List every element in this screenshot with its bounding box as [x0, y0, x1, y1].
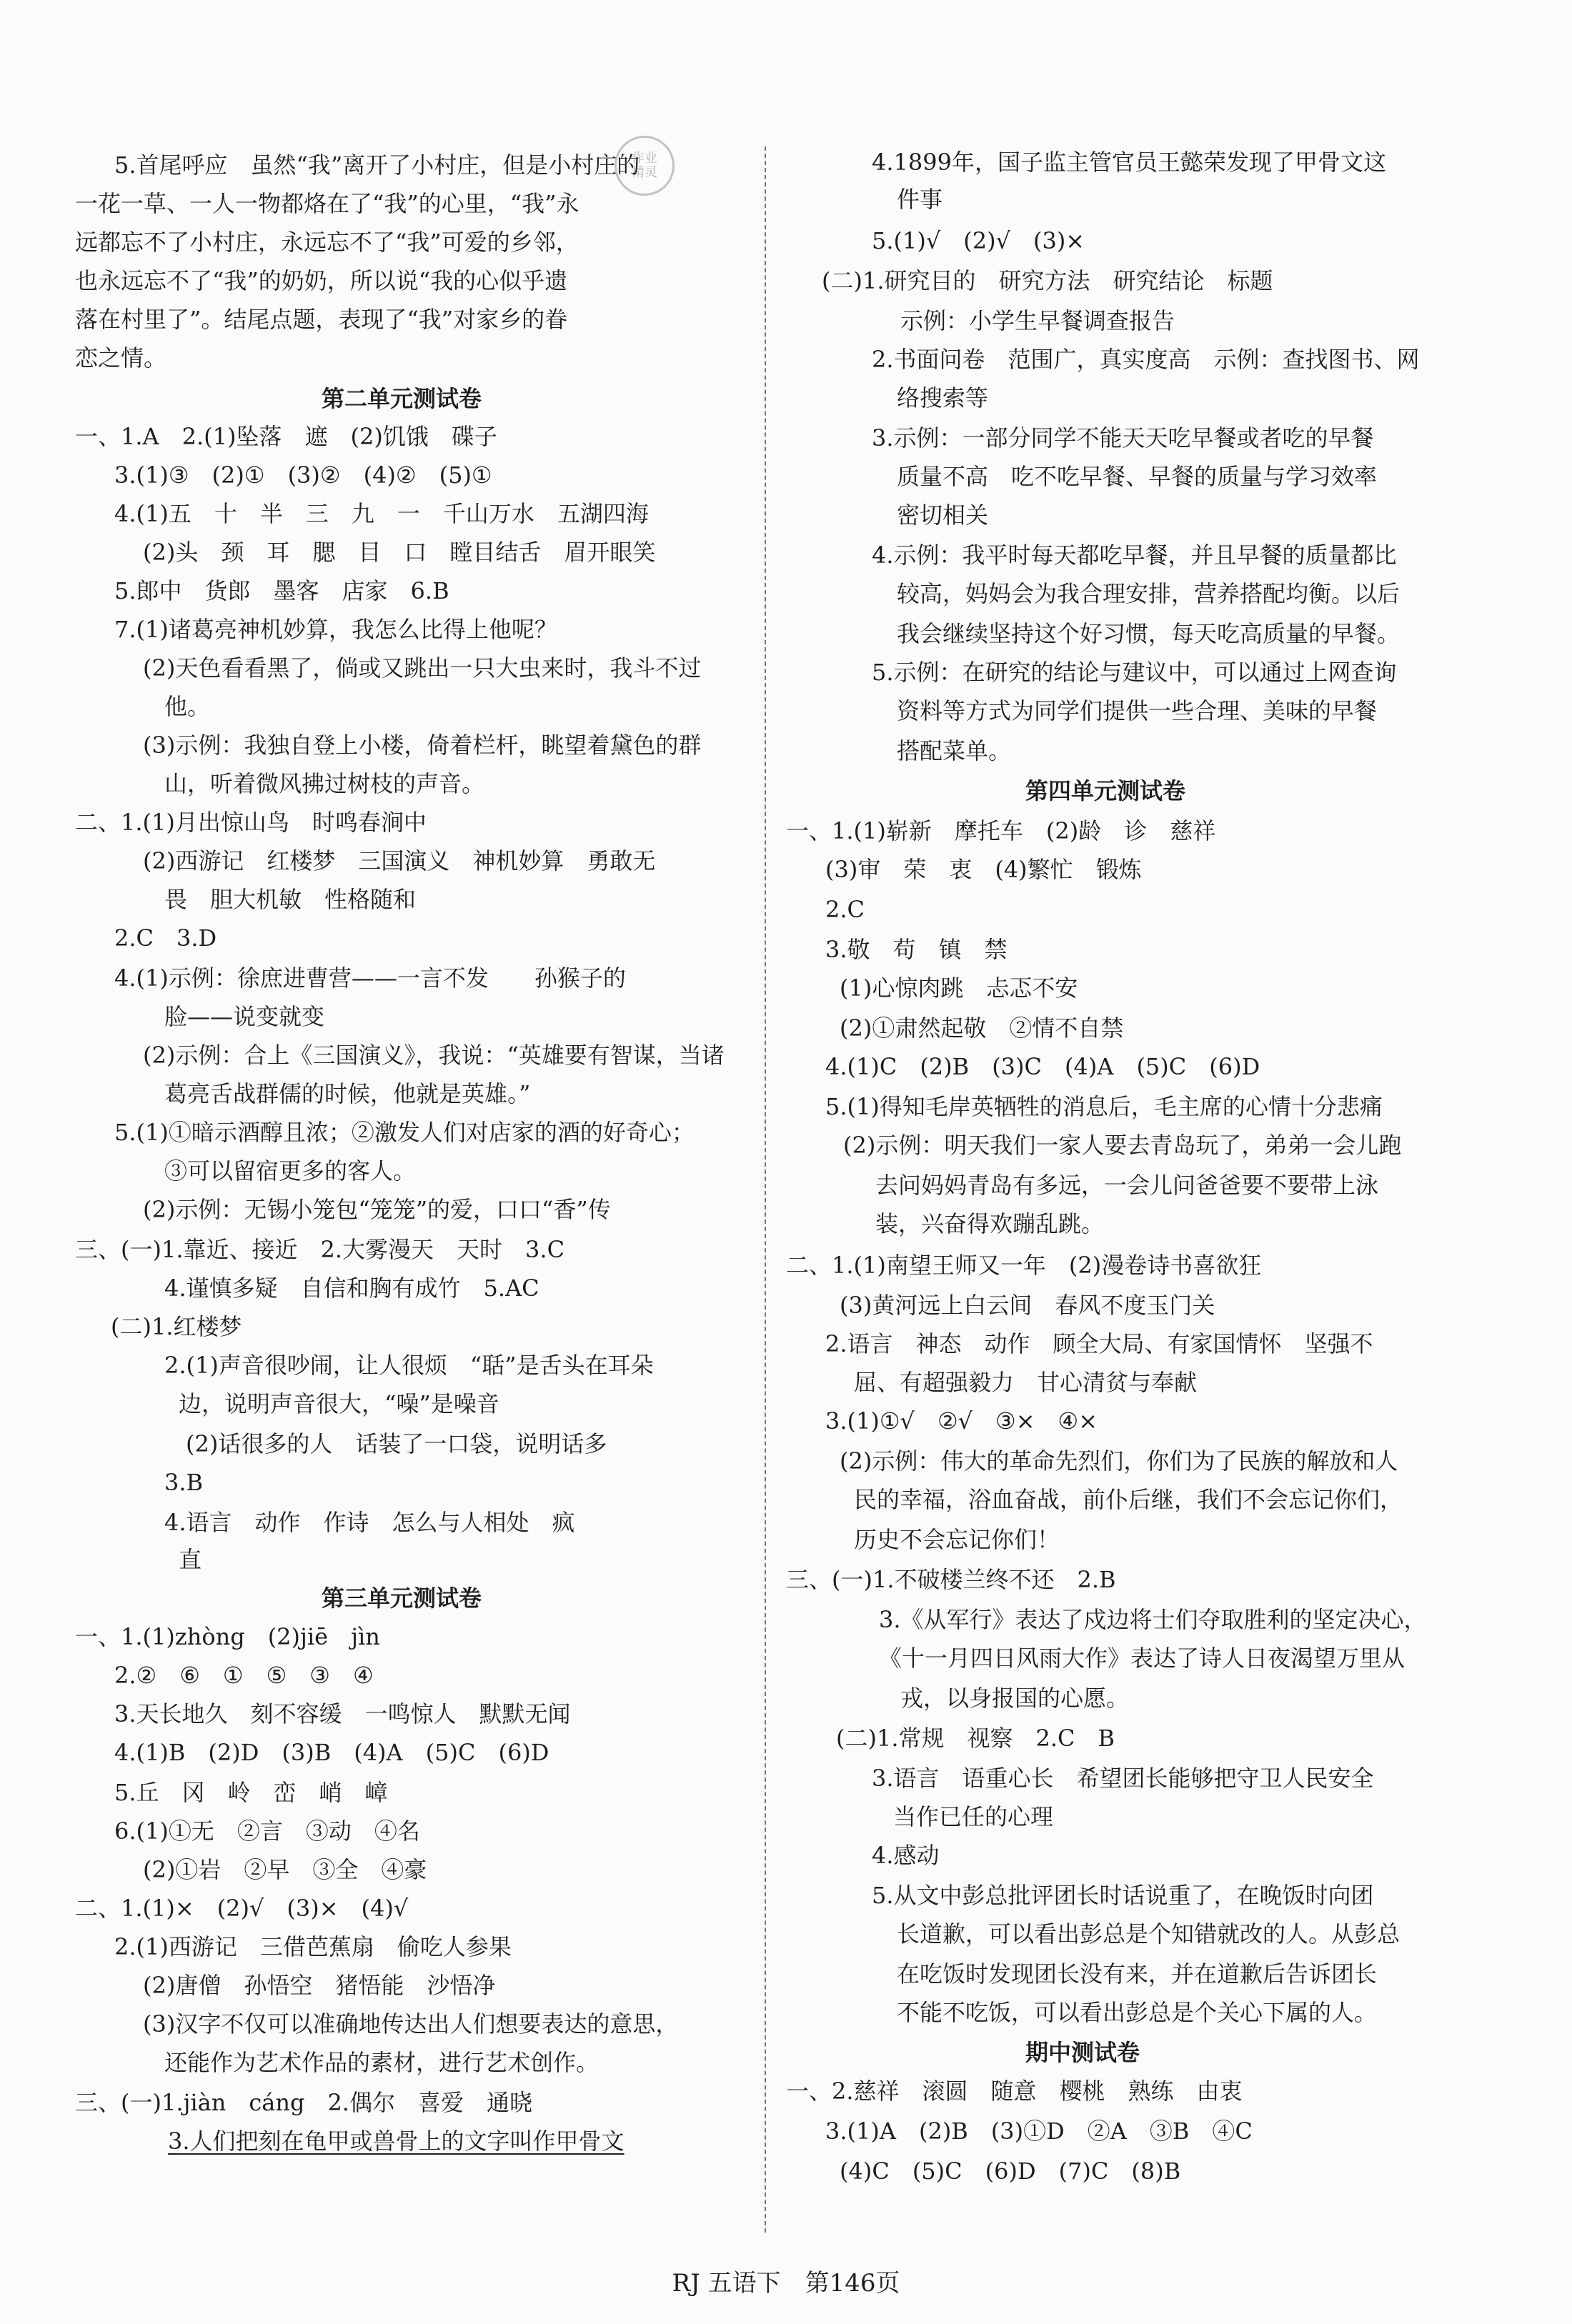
- answer-line: (3)黄河远上白云间 春风不度玉门关: [840, 1292, 1215, 1319]
- answer-line: 脸——说变就变: [164, 1003, 325, 1030]
- answer-line: 4.1899年，国子监主管官员王懿荣发现了甲骨文这: [872, 149, 1386, 176]
- answer-line: 三、(一)1.jiàn cáng 2.偶尔 喜爱 通晓: [75, 2089, 532, 2116]
- answer-line: (3)审 荣 衷 (4)繁忙 锻炼: [825, 856, 1142, 883]
- answer-line: 6.(1)①无 ②言 ③动 ④名: [114, 1817, 420, 1845]
- answer-line: 3.人们把刻在龟甲或兽骨上的文字叫作甲骨文: [168, 2128, 625, 2155]
- answer-line: 较高，妈妈会为我合理安排，营养搭配均衡。以后: [897, 580, 1401, 607]
- answer-line: 不能不吃饭，可以看出彭总是个关心下属的人。: [897, 1999, 1378, 2026]
- answer-line: 直: [179, 1546, 202, 1573]
- answer-line: 4.感动: [872, 1842, 940, 1869]
- answer-line: 4.谨慎多疑 自信和胸有成竹 5.AC: [164, 1275, 539, 1302]
- answer-line: 4.(1)五 十 半 三 九 一 千山万水 五湖四海: [114, 500, 649, 527]
- answer-line: (2)头 颈 耳 腮 目 口 瞠目结舌 眉开眼笑: [143, 539, 656, 566]
- answer-line: 屈、有超强毅力 甘心清贫与奉献: [854, 1369, 1198, 1396]
- answer-line: (2)示例：合上《三国演义》，我说：“英雄要有智谋，当诸: [143, 1042, 725, 1069]
- answer-line: 长道歉，可以看出彭总是个知错就改的人。从彭总: [897, 1920, 1401, 1948]
- answer-line: 落在村里了”。结尾点题，表现了“我”对家乡的眷: [75, 306, 568, 333]
- answer-line: 当作已任的心理: [893, 1803, 1054, 1830]
- answer-line: 络搜索等: [897, 384, 989, 412]
- answer-line: 在吃饭时发现团长没有来，并在道歉后告诉团长: [897, 1960, 1378, 1988]
- answer-line: 5.从文中彭总批评团长时话说重了，在晚饭时向团: [872, 1882, 1374, 1909]
- answer-line: 3.天长地久 刻不容缓 一鸣惊人 默默无闻: [114, 1700, 571, 1727]
- answer-line: 3.语言 语重心长 希望团长能够把守卫人民安全: [872, 1765, 1374, 1792]
- answer-line: (2)示例：伟大的革命先烈们，你们为了民族的解放和人: [840, 1447, 1398, 1475]
- answer-line: 3.(1)③ (2)① (3)② (4)② (5)①: [114, 462, 492, 489]
- answer-line: 边，说明声音很大，“噪”是噪音: [179, 1390, 499, 1417]
- answer-line: 远都忘不了小村庄，永远忘不了“我”可爱的乡邻，: [75, 229, 579, 256]
- answer-line: 7.(1)诸葛亮神机妙算，我怎么比得上他呢？: [114, 616, 557, 643]
- answer-line: (2)西游记 红楼梦 三国演义 神机妙算 勇敢无: [143, 847, 656, 874]
- answer-line: 民的幸福，浴血奋战，前仆后继，我们不会忘记你们，: [854, 1486, 1403, 1513]
- answer-line: 搭配菜单。: [897, 737, 1012, 764]
- answer-line: 4.示例：我平时每天都吃早餐，并且早餐的质量都比: [872, 542, 1397, 569]
- answer-line: 3.B: [164, 1469, 204, 1496]
- answer-line: 3.(1)①√ ②√ ③× ④×: [825, 1407, 1098, 1435]
- answer-line: 我会继续坚持这个好习惯，每天吃高质量的早餐。: [897, 620, 1401, 647]
- answer-line: (3)示例：我独自登上小楼，倚着栏杆，眺望着黛色的群: [143, 732, 702, 759]
- answer-line: 5.丘 冈 岭 峦 峭 嶂: [114, 1779, 388, 1806]
- answer-line: 一、1.(1)崭新 摩托车 (2)龄 诊 慈祥: [786, 817, 1216, 844]
- answer-line: 2.书面问卷 范围广，真实度高 示例：查找图书、网: [872, 346, 1420, 373]
- answer-line: 2.(1)西游记 三借芭蕉扇 偷吃人参果: [114, 1933, 512, 1960]
- answer-line: 2.② ⑥ ① ⑤ ③ ④: [114, 1662, 374, 1689]
- answer-line: (2)话很多的人 话装了一口袋，说明话多: [186, 1430, 607, 1457]
- answer-line: (2)①岩 ②早 ③全 ④豪: [143, 1856, 427, 1883]
- answer-line: 一、1.(1)zhòng (2)jiē jìn: [75, 1623, 380, 1650]
- answer-line: (2)示例：明天我们一家人要去青岛玩了，弟弟一会儿跑: [843, 1132, 1402, 1159]
- answer-line: 4.(1)B (2)D (3)B (4)A (5)C (6)D: [114, 1739, 549, 1766]
- answer-line: 去问妈妈青岛有多远，一会儿问爸爸要不要带上泳: [875, 1172, 1379, 1199]
- answer-line: 3.示例：一部分同学不能天天吃早餐或者吃的早餐: [872, 424, 1374, 452]
- answer-line: ③可以留宿更多的客人。: [164, 1157, 417, 1185]
- answer-line: 密切相关: [897, 502, 989, 529]
- answer-line: 三、(一)1.不破楼兰终不还 2.B: [786, 1566, 1116, 1593]
- answer-line: 2.C: [825, 896, 865, 923]
- answer-line: 戎，以身报国的心愿。: [900, 1685, 1130, 1712]
- answer-line: 4.(1)C (2)B (3)C (4)A (5)C (6)D: [825, 1053, 1260, 1080]
- answer-line: 畏 胆大机敏 性格随和: [164, 886, 417, 913]
- answer-line: (2)唐僧 孙悟空 猪悟能 沙悟净: [143, 1972, 496, 1999]
- answer-line: 二、1.(1)× (2)√ (3)× (4)√: [75, 1895, 409, 1922]
- answer-line: 山，听着微风拂过树枝的声音。: [164, 770, 485, 797]
- answer-line: 还能作为艺术作品的素材，进行艺术创作。: [164, 2049, 600, 2076]
- answer-line: 他。: [164, 693, 211, 720]
- watermark-stamp: 作业 精灵: [615, 136, 675, 196]
- answer-line: 三、(一)1.靠近、接近 2.大雾漫天 天时 3.C: [75, 1236, 565, 1263]
- answer-line: 件事: [897, 186, 943, 213]
- answer-line: 5.郎中 货郎 墨客 店家 6.B: [114, 577, 449, 604]
- answer-line: 示例：小学生早餐调查报告: [900, 307, 1175, 334]
- answer-line: 装，兴奋得欢蹦乱跳。: [875, 1210, 1105, 1237]
- section-heading: 第三单元测试卷: [322, 1585, 482, 1612]
- answer-line: 资料等方式为同学们提供一些合理、美味的早餐: [897, 697, 1378, 724]
- answer-line: 《十一月四日风雨大作》表达了诗人日夜渴望万里从: [879, 1645, 1406, 1672]
- answer-line: 一、1.A 2.(1)坠落 遮 (2)饥饿 碟子: [75, 423, 497, 450]
- answer-line: (二)1.研究目的 研究方法 研究结论 标题: [822, 267, 1273, 294]
- answer-line: (4)C (5)C (6)D (7)C (8)B: [840, 2158, 1181, 2185]
- answer-line: 2.(1)声音很吵闹，让人很烦 “聒”是舌头在耳朵: [164, 1352, 654, 1379]
- answer-line: (二)1.红楼梦: [111, 1313, 242, 1340]
- answer-line: 质量不高 吃不吃早餐、早餐的质量与学习效率: [897, 463, 1378, 490]
- answer-line: 3.《从军行》表达了戍边将士们夺取胜利的坚定决心，: [879, 1606, 1427, 1633]
- answer-line: (1)心惊肉跳 忐忑不安: [840, 974, 1078, 1002]
- answer-line: 5.示例：在研究的结论与建议中，可以通过上网查询: [872, 659, 1397, 686]
- section-heading: 第二单元测试卷: [322, 385, 482, 412]
- answer-line: 一花一草、一人一物都烙在了“我”的心里，“我”永: [75, 190, 579, 217]
- answer-line: 5.(1)得知毛岸英牺牲的消息后，毛主席的心情十分悲痛: [825, 1093, 1383, 1120]
- answer-line: 5.(1)√ (2)√ (3)×: [872, 227, 1085, 254]
- answer-line: 3.敬 苟 镇 禁: [825, 936, 1008, 963]
- answer-line: 恋之情。: [75, 344, 167, 371]
- answer-line: (2)示例：无锡小笼包“笼笼”的爱，口口“香”传: [143, 1196, 611, 1223]
- column-divider: [765, 146, 766, 2233]
- answer-line: 4.(1)示例：徐庶进曹营——一言不发 孙猴子的: [114, 964, 626, 992]
- section-heading: 第四单元测试卷: [1025, 777, 1186, 804]
- answer-line: 二、1.(1)南望王师又一年 (2)漫卷诗书喜欲狂: [786, 1252, 1262, 1279]
- answer-line: 2.语言 神态 动作 顾全大局、有家国情怀 坚强不: [825, 1330, 1373, 1357]
- answer-line: 2.C 3.D: [114, 924, 217, 952]
- page-footer: RJ 五语下 第146页: [672, 2269, 900, 2298]
- answer-line: 5.(1)①暗示酒醇且浓；②激发人们对店家的酒的好奇心；: [114, 1119, 695, 1146]
- answer-line: 二、1.(1)月出惊山鸟 时鸣春涧中: [75, 809, 427, 836]
- answer-line: 3.(1)A (2)B (3)①D ②A ③B ④C: [825, 2118, 1253, 2145]
- answer-line: 一、2.慈祥 滚圆 随意 樱桃 熟练 由衷: [786, 2078, 1243, 2105]
- answer-line: 也永远忘不了“我”的奶奶，所以说“我的心似乎遗: [75, 267, 568, 294]
- answer-line: 历史不会忘记你们！: [854, 1526, 1060, 1553]
- answer-line: (3)汉字不仅可以准确地传达出人们想要表达的意思，: [143, 2010, 679, 2038]
- answer-line: (2)①肃然起敬 ②情不自禁: [840, 1014, 1124, 1042]
- answer-line: 4.语言 动作 作诗 怎么与人相处 疯: [164, 1509, 575, 1536]
- answer-line: 5.首尾呼应 虽然“我”离开了小村庄，但是小村庄的: [114, 151, 640, 179]
- answer-line: (2)天色看看黑了，倘或又跳出一只大虫来时，我斗不过: [143, 654, 702, 682]
- answer-line: 葛亮舌战群儒的时候，他就是英雄。”: [164, 1080, 531, 1107]
- section-heading: 期中测试卷: [1025, 2039, 1140, 2066]
- answer-line: (二)1.常规 视察 2.C B: [836, 1725, 1115, 1752]
